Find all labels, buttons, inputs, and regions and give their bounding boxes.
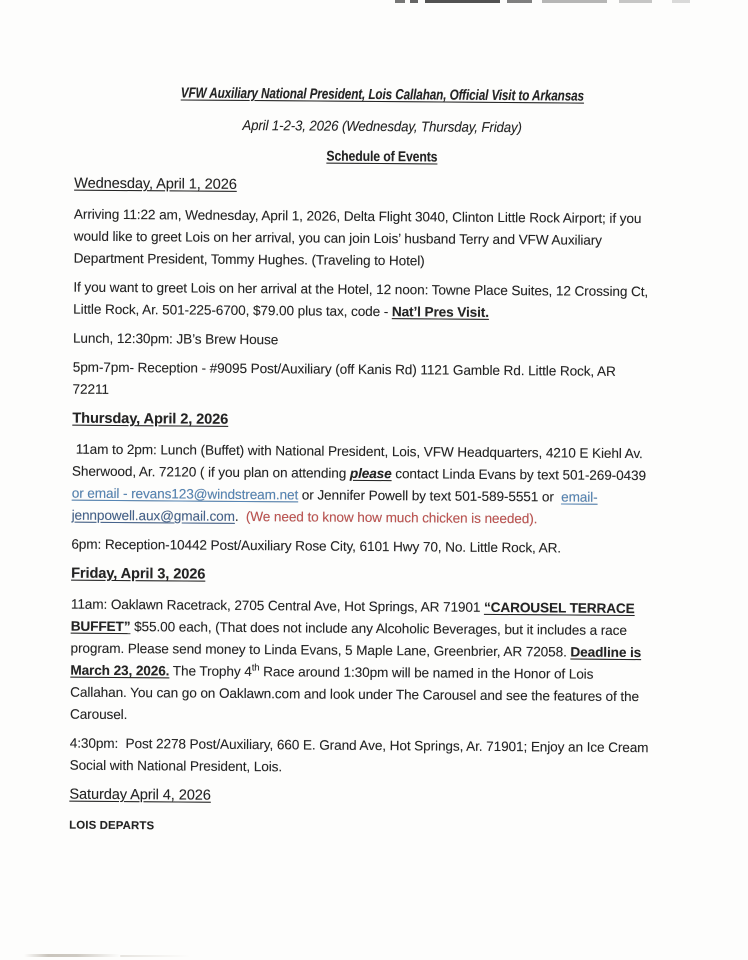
text-run: Nat’l Pres Visit. — [391, 304, 489, 320]
text-line — [73, 328, 688, 355]
text-run: Deadline is — [570, 644, 642, 661]
text-run: BUFFET” — [70, 618, 131, 635]
text-run: 6pm: Reception-10442 Post/Auxiliary Rose City, 6101 Hwy 70, No. Little Rock, AR. — [71, 536, 562, 556]
wednesday-reception-paragraph — [73, 357, 688, 406]
text-run: $55.00 each, (That does not include any Alcoholic Beverages, but it includes a race — [130, 619, 627, 638]
doc-subtitle — [75, 114, 690, 141]
text-line — [136, 82, 628, 108]
text-run: or Jennifer Powell by text 501-589-5551 or — [298, 487, 562, 505]
text-line — [74, 173, 689, 200]
document-page — [69, 82, 690, 849]
text-line — [117, 144, 646, 170]
text-run: Thursday, April 2, 2026 — [72, 410, 229, 428]
thursday-heading — [72, 408, 687, 435]
text-run: The Trophy 4 — [169, 663, 252, 680]
text-run: program. Please send money to Linda Evans, 5 Maple Lane, Greenbrier, AR 72058. — [70, 640, 571, 660]
text-run: contact Linda Evans by text 501-269-0439 — [391, 466, 647, 484]
friday-icecream-paragraph — [70, 733, 685, 782]
text-run: March 23, 2026. — [70, 662, 170, 679]
text-run: Arriving 11:22 am, Wednesday, April 1, 2026, Delta Flight 3040, Clinton Little Rock Airport; if you — [73, 206, 642, 227]
thursday-reception-line — [71, 534, 686, 561]
text-run: 11am to 2pm: Lunch (Buffet) with National President, Lois, VFW Headquarters, 4210 E Kiehl Av. — [72, 441, 643, 462]
text-run: Lunch, 12:30pm: JB’s Brew House — [72, 330, 279, 348]
scan-smudge-artifact — [120, 955, 190, 957]
text-run: 72211 — [72, 381, 109, 397]
text-run: 5pm-7pm- Reception - #9095 Post/Auxiliary (off Kanis Rd) 1121 Gamble Rd. Little Rock, AR — [72, 359, 616, 379]
doc-title — [75, 82, 690, 109]
gmail-email-link-part2[interactable]: jennpowell.aux@gmail.com — [71, 507, 235, 524]
text-run: 11am: Oaklawn Racetrack, 2705 Central Ave, Hot Springs, AR 71901 — [70, 596, 485, 615]
lunch-line — [73, 328, 688, 355]
text-run: If you want to greet Lois on her arrival at the Hotel, 12 noon: Towne Place Suites, 12 Crossing Ct, — [73, 279, 649, 300]
text-run: “CAROUSEL TERRACE — [483, 599, 635, 617]
text-run: Department President, Tommy Hughes. (Traveling to Hotel) — [73, 250, 425, 269]
text-run: 4:30pm: Post 2278 Post/Auxiliary, 660 E. Grand Ave, Hot Springs, Ar. 71901; Enjoy an Ice Cream — [69, 735, 649, 756]
text-run: Callahan. You can go on Oaklawn.com and look under The Carousel and see the features of the — [70, 684, 640, 705]
chicken-note: (We need to know how much chicken is needed). — [245, 508, 538, 527]
text-line — [72, 408, 687, 435]
text-run: Sherwood, Ar. 72120 ( if you plan on attending — [71, 463, 350, 481]
hotel-greet-paragraph — [73, 277, 688, 326]
text-run: would like to greet Lois on her arrival, you can join Lois’ husband Terry and VFW Auxiliary — [73, 228, 602, 248]
scan-smudge-artifact — [24, 954, 120, 957]
schedule-heading — [74, 144, 689, 171]
text-run: Saturday April 4, 2026 — [69, 786, 211, 804]
text-run: Little Rock, Ar. 501-225-6700, $79.00 plus tax, code - — [73, 301, 392, 320]
wednesday-heading — [74, 173, 689, 200]
scanner-edge-artifact — [395, 0, 690, 3]
text-run: April 1-2-3, 2026 (Wednesday, Thursday, Friday) — [242, 117, 522, 137]
saturday-heading — [69, 784, 684, 811]
wednesday-arrival-paragraph — [74, 204, 689, 275]
text-run: LOIS DEPARTS — [69, 819, 155, 833]
text-line — [71, 563, 686, 590]
text-line — [69, 815, 684, 842]
text-line — [69, 784, 684, 811]
text-run: please — [349, 465, 392, 482]
text-run: Friday, April 3, 2026 — [71, 565, 206, 583]
text-run: . — [234, 508, 246, 524]
text-run: Race around 1:30pm will be named in the Honor of Lois — [259, 664, 594, 682]
friday-heading — [71, 563, 686, 590]
thursday-lunch-paragraph — [72, 439, 688, 532]
text-run: VFW Auxiliary National President, Lois Callahan, Official Visit to Arkansas — [180, 85, 585, 105]
text-run: Carousel. — [69, 706, 128, 723]
text-run: Social with National President, Lois. — [69, 757, 283, 775]
lois-departs-line — [69, 815, 684, 842]
gmail-email-link-part1[interactable]: email- — [561, 489, 598, 505]
text-run: Schedule of Events — [326, 148, 438, 166]
text-run: Wednesday, April 1, 2026 — [74, 175, 237, 193]
text-run: th — [251, 662, 260, 674]
text-line — [96, 114, 668, 140]
text-line — [71, 534, 686, 561]
friday-oaklawn-paragraph — [70, 594, 686, 731]
windstream-email-link[interactable]: or email - revans123@windstream.net — [71, 485, 299, 503]
